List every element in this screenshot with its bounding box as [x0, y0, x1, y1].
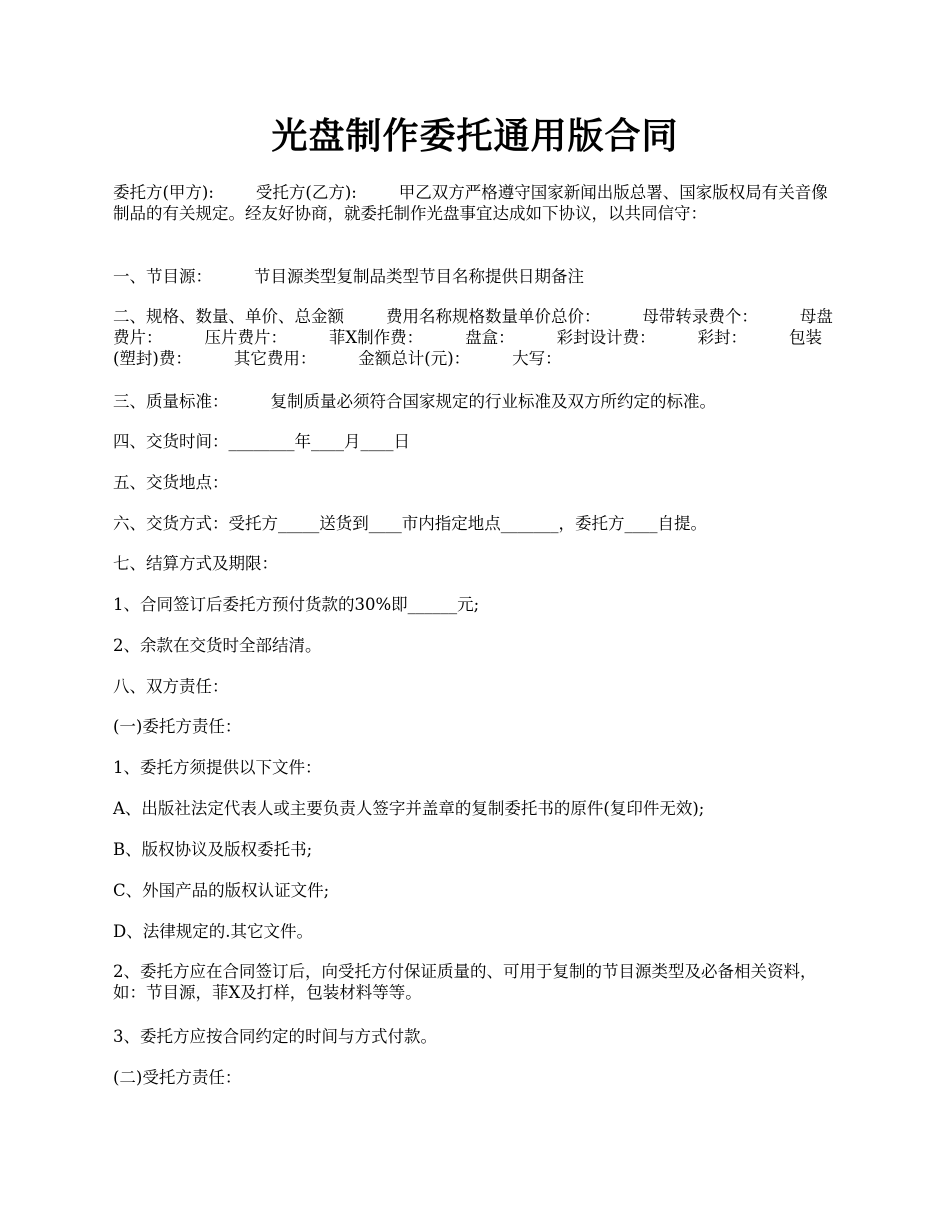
paragraph-delivery-time: 四、交货时间：________年____月____日 — [113, 432, 410, 451]
paragraph-quality-standard: 三、质量标准： 复制质量必须符合国家规定的行业标准及双方所约定的标准。 — [113, 392, 716, 411]
paragraph-client-item-c: C、外国产品的版权认证文件; — [113, 881, 330, 900]
paragraph-client-item-3: 3、委托方应按合同约定的时间与方式付款。 — [113, 1027, 437, 1046]
paragraph-settlement-1: 1、合同签订后委托方预付货款的30%即______元; — [113, 595, 480, 614]
paragraph-settlement-heading: 七、结算方式及期限： — [113, 554, 278, 573]
paragraph-client-item-d: D、法律规定的.其它文件。 — [113, 922, 313, 941]
document-title: 光盘制作委托通用版合同 — [271, 115, 679, 157]
paragraph-client-responsibility-heading: (一)委托方责任： — [113, 717, 242, 736]
paragraph-contractor-responsibility-heading: (二)受托方责任： — [113, 1068, 242, 1087]
paragraph-responsibilities-heading: 八、双方责任： — [113, 677, 229, 696]
paragraph-client-item-b: B、版权协议及版权委托书; — [113, 840, 313, 859]
paragraph-client-item-1: 1、委托方须提供以下文件： — [113, 758, 322, 777]
paragraph-delivery-place: 五、交货地点： — [113, 473, 229, 492]
paragraph-specs-pricing: 二、规格、数量、单价、总金额 费用名称规格数量单价总价： 母带转录费个： 母盘费片： 压片费片： 菲X制作费： 盘盒： 彩封设计费： 彩封： 包装(塑封)费： 其它费用： 金额总计(元)： 大写： — [113, 307, 833, 368]
paragraph-client-item-a: A、出版社法定代表人或主要负责人签字并盖章的复制委托书的原件(复印件无效); — [113, 799, 705, 818]
paragraph-settlement-2: 2、余款在交货时全部结清。 — [113, 636, 322, 655]
paragraph-preamble: 委托方(甲方): 受托方(乙方): 甲乙双方严格遵守国家新闻出版总署、国家版权局有关音像制品的有关规定。经友好协商，就委托制作光盘事宜达成如下协议，以共同信守： — [113, 183, 828, 223]
paragraph-client-item-2: 2、委托方应在合同签订后，向受托方付保证质量的、可用于复制的节目源类型及必备相关资料，如：节目源，菲X及打样，包装材料等等。 — [113, 962, 817, 1002]
paragraph-delivery-method: 六、交货方式：受托方_____送货到____市内指定地点_______，委托方____自提。 — [113, 514, 707, 533]
paragraph-program-source: 一、节目源： 节目源类型复制品类型节目名称提供日期备注 — [113, 267, 584, 286]
